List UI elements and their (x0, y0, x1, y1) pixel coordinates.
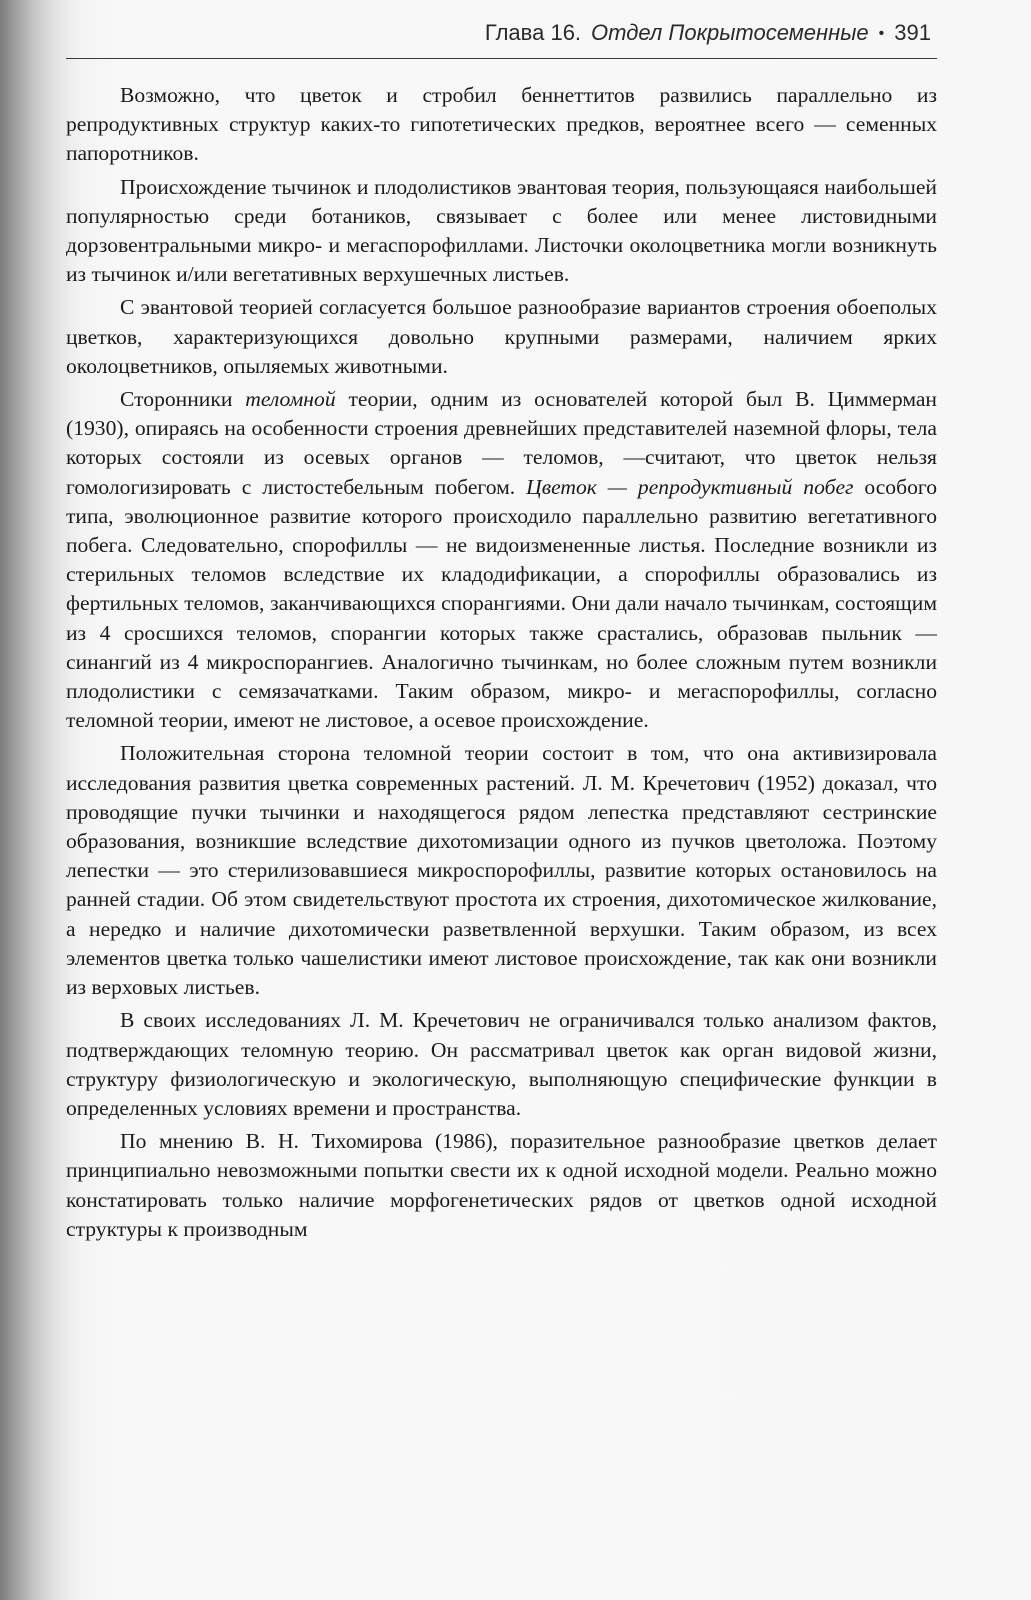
paragraph-text: С эвантовой теорией согласуется большое разнообразие вариантов строения обоеполых цветков, характеризующихся довольно крупными размерами, наличием ярких околоцветников, опыляемых животными. (66, 295, 937, 378)
paragraph-text: Возможно, что цветок и стробил беннеттитов развились параллельно из репродуктивных структур каких-то гипотетических предков, вероятнее всего — семенных папоротников. (66, 83, 937, 166)
running-header (66, 20, 937, 54)
page-number: 391 (894, 20, 931, 45)
italic-definition: Цветок — репродуктивный побег (526, 474, 854, 499)
paragraph-text: По мнению В. Н. Тихомирова (1986), поразительное разнообразие цветков делает принципиально невозможными попытки свести их к одной исходной модели. Реально можно констатировать только наличие морфогенетических рядов от цветков одной исходной структуры к производным (66, 1129, 937, 1241)
paragraph-4 (66, 385, 937, 735)
paragraph-5 (66, 739, 937, 1002)
section-title: Отдел Покрытосеменные (591, 20, 869, 45)
body-text (66, 81, 937, 1244)
paragraph-3 (66, 293, 937, 381)
paragraph-7 (66, 1127, 937, 1244)
paragraph-text: особого типа, эволюционное развитие которого происходило параллельно развитию вегетативного побега. Следовательно, спорофиллы — не видоизмененные листья. Последние возникли из стерильных теломов вследствие их кладодификации, а спорофиллы образовались из фертильных теломов, заканчивающихся спорангиями. Они дали начало тычинкам, состоящим из 4 сросшихся теломов, спорангии которых также срастались, образовав пыльник — синангий из 4 микроспорангиев. Аналогично тычинкам, но более сложным путем возникли плодолистики с семязачатками. Таким образом, микро- и мегаспорофиллы, согласно теломной теории, имеют не листовое, а осевое происхождение. (66, 474, 937, 733)
italic-term-telomic: теломной (245, 387, 336, 412)
paragraph-6 (66, 1006, 937, 1123)
chapter-label: Глава 16. (484, 20, 582, 45)
book-page (66, 20, 937, 1248)
header-rule (66, 58, 937, 59)
paragraph-text: В своих исследованиях Л. М. Кречетович не ограничивался только анализом фактов, подтверждающих теломную теорию. Он рассматривал цветок как орган видовой жизни, структуру физиологическую и экологическую, выполняющую специфические функции в определенных условиях времени и пространства. (66, 1008, 937, 1120)
paragraph-text: Происхождение тычинок и плодолистиков эвантовая теория, пользующаяся наибольшей популярностью среди ботаников, связывает с более или менее листовидными дорзовентральными микро- и мегаспорофиллами. Листочки околоцветника могли возникнуть из тычинок и/или вегетативных верхушечных листьев. (66, 174, 937, 287)
paragraph-1 (66, 81, 937, 169)
paragraph-text: теории, одним из основателей которой был В. Циммерман (1930), опираясь на особенности строения древнейших представителей наземной флоры, тела которых состояли из осевых органов — теломов, —считают, что цветок нельзя гомологизировать с листостебельным побегом. (66, 387, 937, 499)
bullet-separator: • (878, 25, 885, 42)
paragraph-text: Положительная сторона теломной теории состоит в том, что она активизировала исследования развития цветка современных растений. Л. М. Кречетович (1952) доказал, что проводящие пучки тычинки и находящегося рядом лепестка представляют сестринские образования, возникшие вследствие дихотомизации одного из пучков цветоложа. Поэтому лепестки — это стерилизовавшиеся микроспорофиллы, развитие которых остановилось на ранней стадии. Об этом свидетельствуют простота их строения, дихотомическое жилкование, а нередко и наличие дихотомически разветвленной верхушки. Таким образом, из всех элементов цветка только чашелистики имеют листовое происхождение, так как они возникли из верховых листьев. (66, 741, 937, 1000)
paragraph-text: Сторонники (120, 387, 246, 412)
paragraph-2 (66, 173, 937, 290)
